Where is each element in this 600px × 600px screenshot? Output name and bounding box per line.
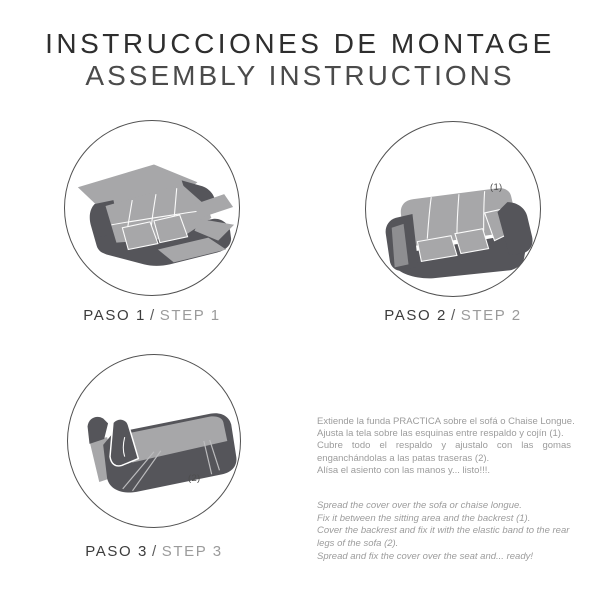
step1-label-step: STEP 1 (159, 307, 221, 324)
step2-label-step: STEP 2 (460, 307, 522, 324)
instructions-english (317, 500, 575, 564)
sofa-cover-rear-elastic-illustration (68, 355, 240, 527)
step2-circle (365, 121, 541, 297)
instruction-es-line: Extiende la funda PRACTICA sobre el sofá o Chaise Longue. (317, 416, 575, 427)
title-spanish: INSTRUCCIONES DE MONTAGE (45, 28, 555, 59)
sofa-cover-fitted-illustration (366, 122, 540, 296)
title-english: ASSEMBLY INSTRUCTIONS (85, 60, 515, 91)
instruction-es-line: enganchándolas a las patas traseras (2). (317, 452, 490, 464)
step2-label-separator: / (450, 307, 457, 324)
instruction-en-line: Spread and fix the cover over the seat and... ready! (317, 550, 533, 562)
instruction-en-line: Spread the cover over the sofa or chaise longue. (317, 500, 522, 511)
step3-circle (67, 354, 241, 528)
step1-label-separator: / (149, 307, 156, 324)
step1-label (44, 308, 260, 323)
instruction-en-line: legs of the sofa (2). (317, 538, 399, 550)
step3-label-separator: / (151, 543, 158, 560)
instruction-es-line: Cubre todo el respaldo y ajustalo con las gomas (317, 440, 571, 452)
instruction-es-line: Ajusta la tela sobre las esquinas entre respaldo y cojín (1). (317, 428, 564, 440)
annotation-1: (1) (490, 182, 503, 193)
step1-circle (64, 120, 240, 296)
step2-label (345, 308, 561, 323)
step3-label (46, 544, 262, 559)
instruction-en-line: Fix it between the sitting area and the backrest (1). (317, 512, 531, 524)
step1-label-paso: PASO 1 (83, 307, 146, 324)
annotation-2: (2) (188, 473, 201, 484)
step3-label-paso: PASO 3 (85, 543, 148, 560)
instruction-es-line: Alísa el asiento con las manos y... listo!!!. (317, 464, 491, 476)
instruction-en-line: Cover the backrest and fix it with the elastic band to the rear (317, 525, 570, 537)
step3-label-step: STEP 3 (161, 543, 223, 560)
step2-label-paso: PASO 2 (384, 307, 447, 324)
sofa-cover-spread-illustration (65, 121, 239, 295)
instructions-spanish (317, 416, 575, 477)
